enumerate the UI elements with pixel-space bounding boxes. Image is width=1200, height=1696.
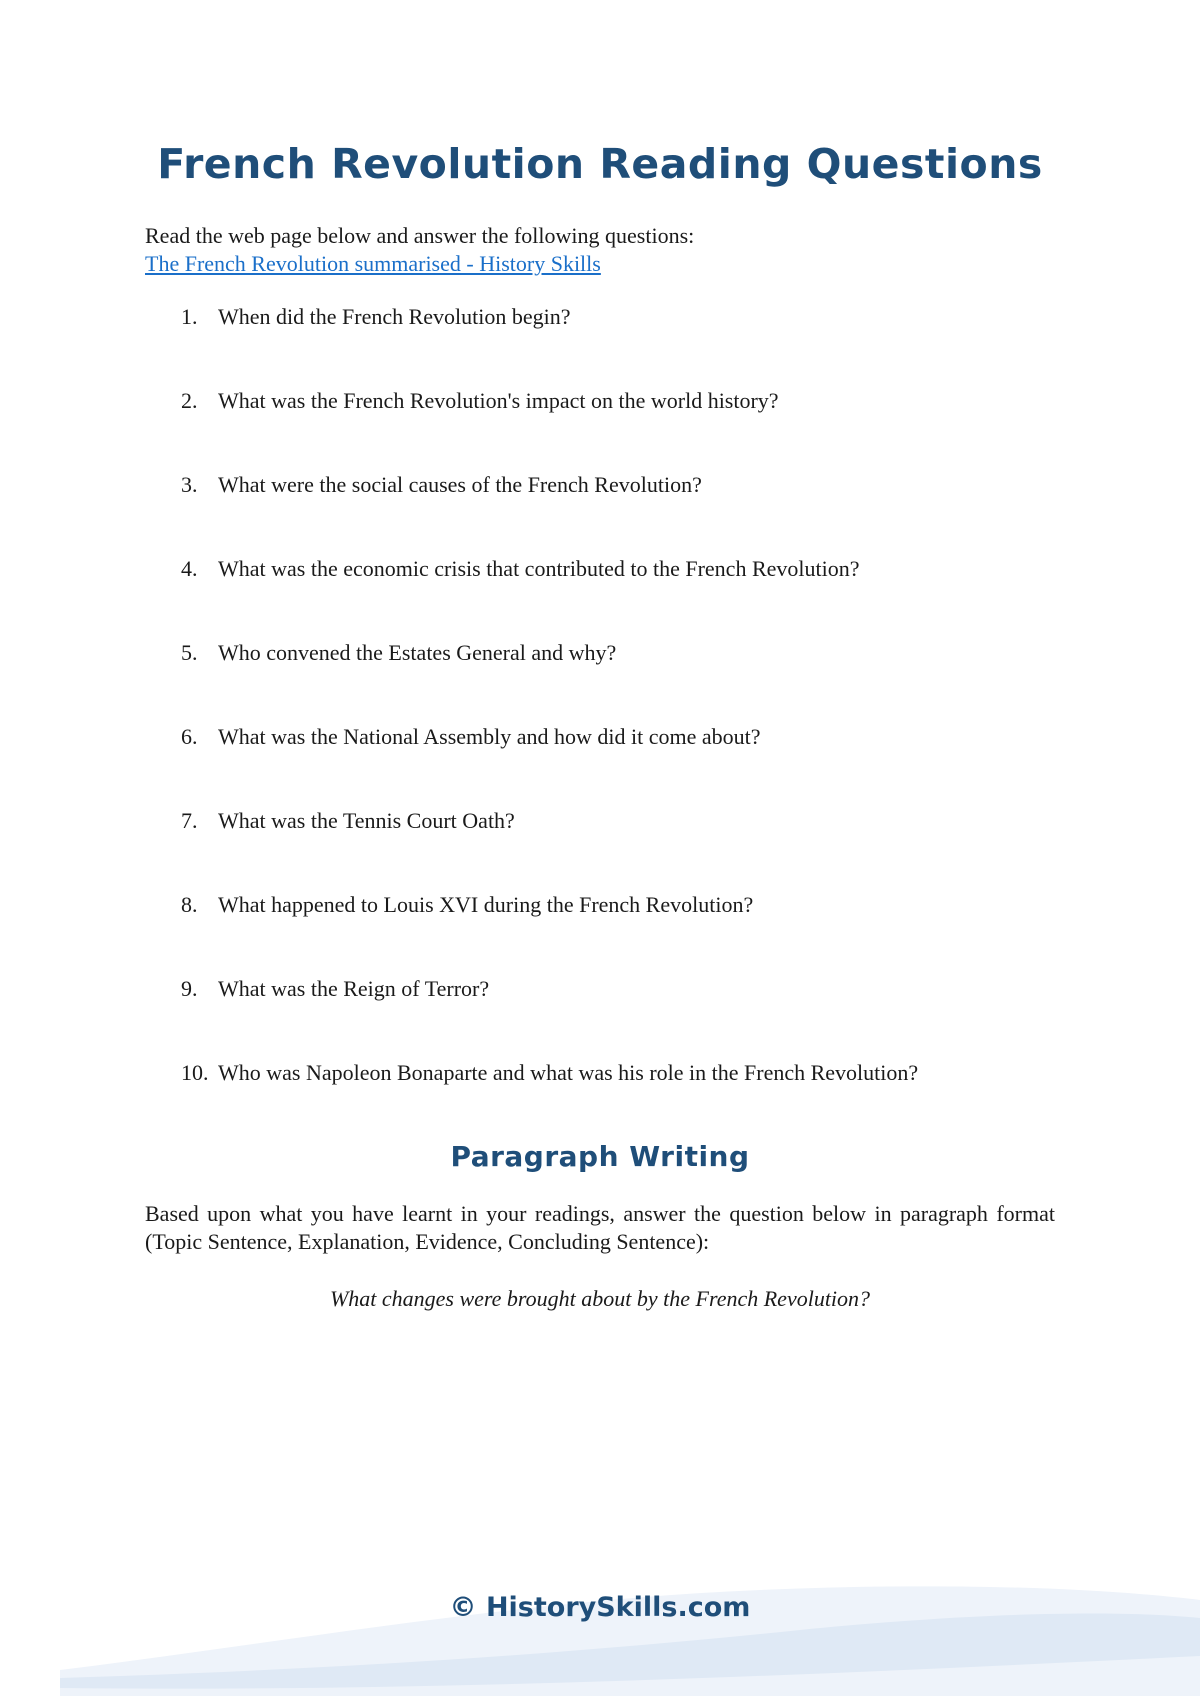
question-item (145, 807, 1065, 891)
footer-copyright: © HistorySkills.com (449, 1592, 751, 1623)
question-item (145, 639, 1065, 723)
question-item (145, 891, 1065, 975)
footer-wave-decoration (0, 1560, 1200, 1696)
question-number: 1. (181, 304, 198, 329)
question-list (145, 303, 1065, 1143)
question-number: 2. (181, 388, 198, 413)
question-text: When did the French Revolution begin? (218, 304, 571, 329)
paragraph-instructions: Based upon what you have learnt in your readings, answer the question below in paragraph format (Topic Sentence, Explanation, Evidence, Concluding Sentence): (145, 1201, 1055, 1254)
question-item (145, 387, 1065, 471)
paragraph-writing-heading: Paragraph Writing (450, 1140, 750, 1173)
question-text: What was the Tennis Court Oath? (218, 808, 515, 833)
question-item (145, 303, 1065, 387)
page-title: French Revolution Reading Questions (157, 140, 1043, 188)
question-item (145, 975, 1065, 1059)
question-item (145, 555, 1065, 639)
question-text: Who was Napoleon Bonaparte and what was his role in the French Revolution? (218, 1060, 919, 1085)
question-text: What was the economic crisis that contributed to the French Revolution? (218, 556, 860, 581)
question-text: What happened to Louis XVI during the French Revolution? (218, 892, 754, 917)
question-number: 9. (181, 976, 198, 1001)
intro-block (145, 222, 1065, 278)
question-number: 8. (181, 892, 198, 917)
question-item (145, 1059, 1065, 1143)
question-item (145, 723, 1065, 807)
question-number: 7. (181, 808, 198, 833)
paragraph-prompt: What changes were brought about by the French Revolution? (329, 1286, 871, 1311)
question-text: What was the Reign of Terror? (218, 976, 490, 1001)
question-item (145, 471, 1065, 555)
question-number: 4. (181, 556, 198, 581)
source-link[interactable]: The French Revolution summarised - History Skills (145, 251, 601, 276)
question-text: What was the French Revolution's impact on the world history? (218, 388, 779, 413)
question-text: Who convened the Estates General and why? (218, 640, 617, 665)
question-number: 3. (181, 472, 198, 497)
question-number: 5. (181, 640, 198, 665)
question-text: What were the social causes of the French Revolution? (218, 472, 702, 497)
question-number: 6. (181, 724, 198, 749)
question-text: What was the National Assembly and how did it come about? (218, 724, 761, 749)
question-number: 10. (181, 1060, 209, 1085)
intro-text: Read the web page below and answer the following questions: (145, 223, 695, 248)
